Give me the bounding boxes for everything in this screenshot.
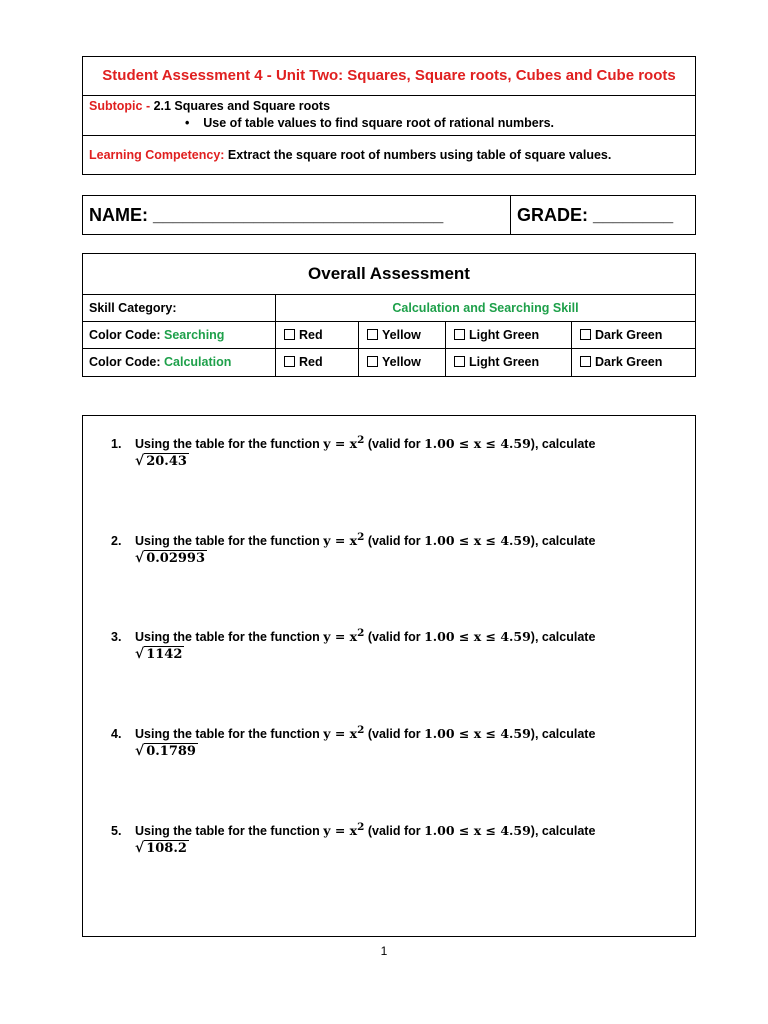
question-item (111, 627, 671, 662)
sqrt-expression (135, 646, 184, 662)
option-label: Red (299, 355, 323, 369)
valid-close: ), calculate (530, 534, 596, 549)
sqrt-value: 1142 (146, 647, 183, 663)
questions-box (82, 415, 696, 937)
subtopic-section (83, 96, 695, 136)
sqrt-expression (135, 743, 198, 759)
range-text: 1.00 ≤ x ≤ 4.59 (424, 533, 531, 549)
checkbox-icon[interactable] (580, 356, 591, 367)
sqrt-value: 0.1789 (146, 744, 196, 760)
question-number: 5. (111, 824, 122, 839)
option-light-green[interactable] (446, 322, 572, 348)
color-code-row-searching (83, 322, 695, 349)
exponent: 2 (357, 434, 365, 446)
function-text: y = x (323, 436, 358, 452)
exponent: 2 (357, 821, 365, 833)
option-label: Red (299, 328, 323, 342)
option-red[interactable] (276, 349, 359, 376)
skill-name: Searching (164, 328, 225, 342)
question-item (111, 724, 671, 759)
option-label: Yellow (382, 355, 421, 369)
exponent: 2 (357, 724, 365, 736)
question-item (111, 531, 671, 566)
question-item (111, 434, 671, 469)
sqrt-expression (135, 453, 189, 469)
checkbox-icon[interactable] (367, 356, 378, 367)
option-red[interactable] (276, 322, 359, 348)
sqrt-icon: √ (135, 646, 145, 663)
question-prefix: Using the table for the function (135, 437, 324, 452)
sqrt-value: 0.02993 (146, 551, 206, 567)
range-text: 1.00 ≤ x ≤ 4.59 (424, 726, 531, 742)
option-label: Dark Green (595, 328, 663, 342)
checkbox-icon[interactable] (284, 356, 295, 367)
checkbox-icon[interactable] (284, 329, 295, 340)
valid-open: (valid for (364, 824, 425, 839)
subtopic-bullet (89, 116, 689, 130)
question-number: 2. (111, 534, 122, 549)
question-number: 4. (111, 727, 122, 742)
exponent: 2 (357, 627, 365, 639)
page-title: Student Assessment 4 - Unit Two: Squares, Square roots, Cubes and Cube roots (83, 57, 695, 96)
sqrt-icon: √ (135, 453, 145, 470)
assessment-header (82, 56, 696, 175)
color-code-row-calculation (83, 349, 695, 376)
option-light-green[interactable] (446, 349, 572, 376)
function-text: y = x (323, 823, 358, 839)
valid-open: (valid for (364, 727, 425, 742)
sqrt-icon: √ (135, 550, 145, 567)
sqrt-icon: √ (135, 743, 145, 760)
valid-open: (valid for (364, 630, 425, 645)
competency-text: Extract the square root of numbers using table of square values. (227, 148, 612, 162)
skill-name: Calculation (164, 355, 232, 369)
valid-open: (valid for (364, 534, 425, 549)
checkbox-icon[interactable] (367, 329, 378, 340)
learning-competency (83, 136, 695, 175)
question-prefix: Using the table for the function (135, 824, 324, 839)
sqrt-value: 108.2 (146, 841, 187, 857)
sqrt-value: 20.43 (146, 454, 187, 470)
function-text: y = x (323, 533, 358, 549)
page-number: 1 (380, 944, 388, 958)
question-number: 1. (111, 437, 122, 452)
question-prefix: Using the table for the function (135, 534, 324, 549)
range-text: 1.00 ≤ x ≤ 4.59 (424, 436, 531, 452)
exponent: 2 (357, 531, 365, 543)
sqrt-expression (135, 840, 189, 856)
bullet-icon: • (185, 116, 204, 130)
color-code-label (83, 349, 276, 376)
option-label: Yellow (382, 328, 421, 342)
valid-close: ), calculate (530, 824, 596, 839)
checkbox-icon[interactable] (454, 329, 465, 340)
name-grade-row (82, 195, 696, 235)
sqrt-expression (135, 550, 207, 566)
valid-open: (valid for (364, 437, 425, 452)
checkbox-icon[interactable] (580, 329, 591, 340)
subtopic-text: 2.1 Squares and Square roots (153, 99, 331, 113)
color-code-text: Color Code: (89, 355, 164, 369)
grade-field[interactable]: GRADE: ________ (517, 205, 674, 225)
option-label: Dark Green (595, 355, 663, 369)
assessment-title: Overall Assessment (83, 254, 695, 295)
question-prefix: Using the table for the function (135, 630, 324, 645)
range-text: 1.00 ≤ x ≤ 4.59 (424, 823, 531, 839)
option-yellow[interactable] (359, 322, 446, 348)
bullet-text: Use of table values to find square root of rational numbers. (203, 116, 555, 130)
question-number: 3. (111, 630, 122, 645)
valid-close: ), calculate (530, 727, 596, 742)
subtopic-label: Subtopic - (89, 99, 154, 113)
color-code-text: Color Code: (89, 328, 164, 342)
option-dark-green[interactable] (572, 349, 695, 376)
sqrt-icon: √ (135, 840, 145, 857)
range-text: 1.00 ≤ x ≤ 4.59 (424, 629, 531, 645)
question-prefix: Using the table for the function (135, 727, 324, 742)
color-code-label (83, 322, 276, 348)
valid-close: ), calculate (530, 437, 596, 452)
function-text: y = x (323, 629, 358, 645)
function-text: y = x (323, 726, 358, 742)
valid-close: ), calculate (530, 630, 596, 645)
option-label: Light Green (469, 328, 540, 342)
option-label: Light Green (469, 355, 540, 369)
skill-category-row (83, 295, 695, 322)
question-item (111, 821, 671, 856)
option-dark-green[interactable] (572, 322, 695, 348)
skill-category-value: Calculation and Searching Skill (392, 301, 579, 315)
competency-label: Learning Competency: (89, 148, 228, 162)
checkbox-icon[interactable] (454, 356, 465, 367)
name-field[interactable]: NAME: _____________________________ (83, 196, 511, 234)
skill-category-label: Skill Category: (83, 295, 276, 321)
option-yellow[interactable] (359, 349, 446, 376)
overall-assessment-table (82, 253, 696, 377)
